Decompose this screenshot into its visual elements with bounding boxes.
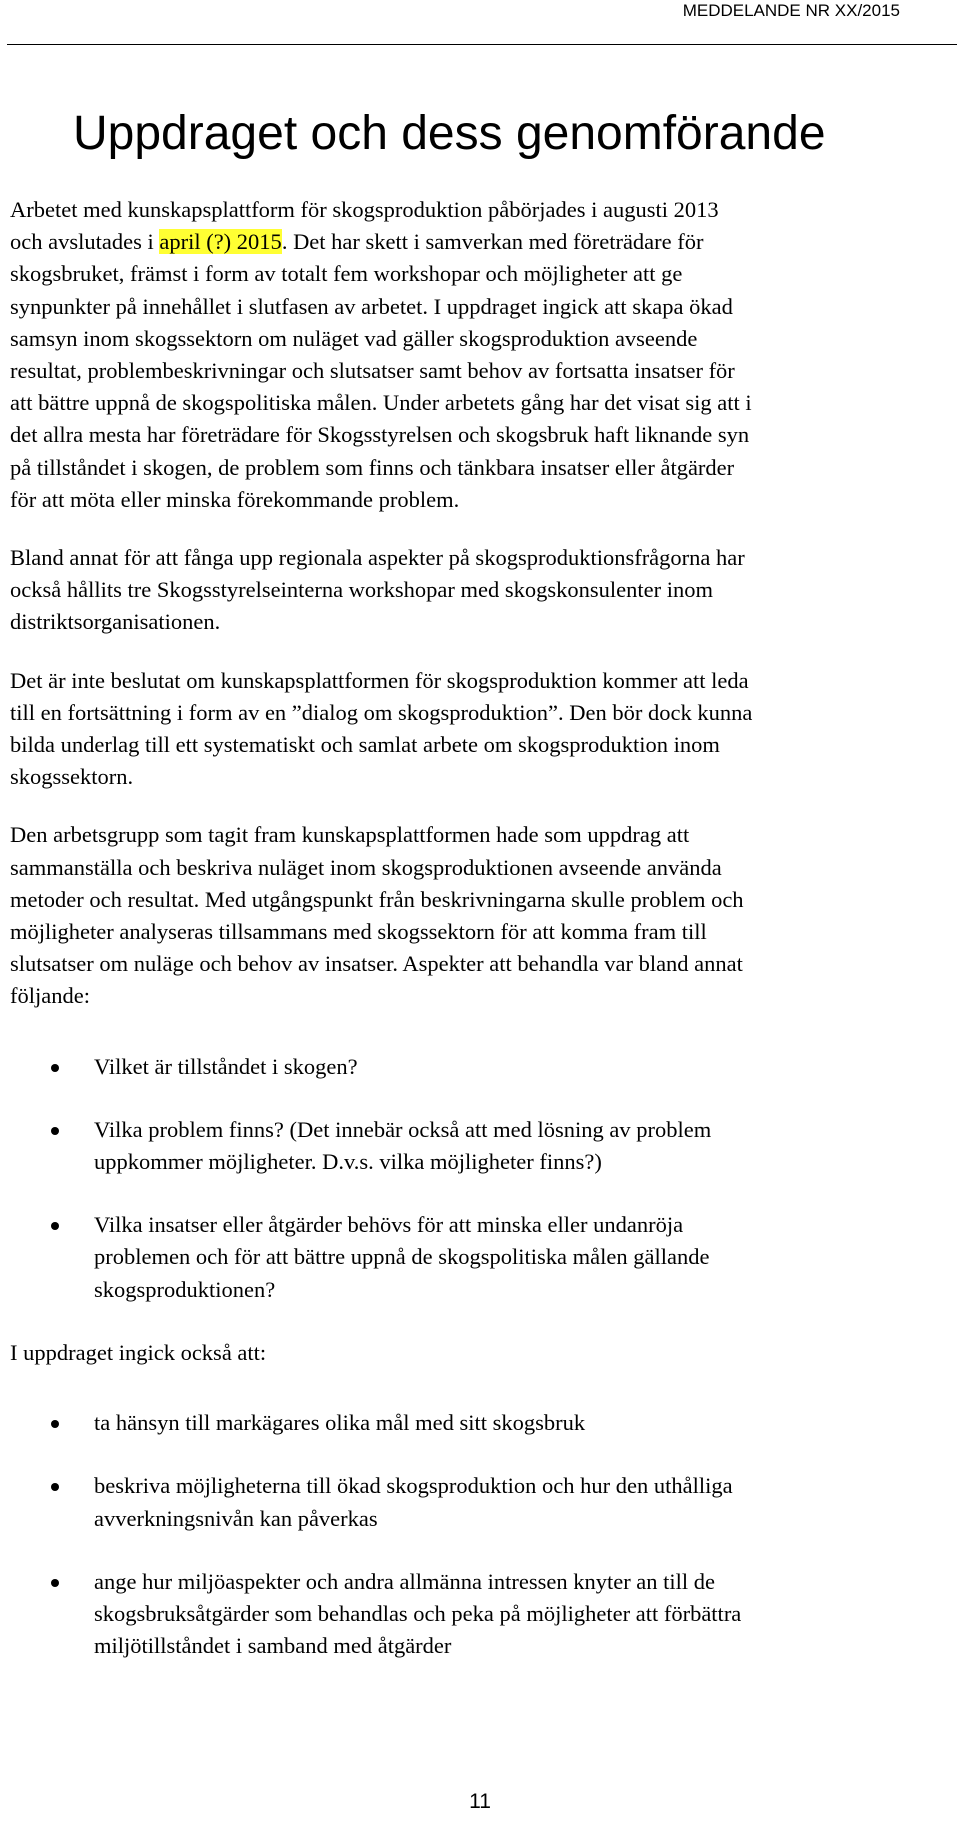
list-spacer — [10, 1369, 955, 1407]
bullet-icon — [51, 1483, 59, 1491]
text-line: Vilka insatser eller åtgärder behövs för att minska eller undanröja — [94, 1212, 684, 1238]
bullet-icon — [51, 1064, 59, 1072]
paragraph-spacer — [10, 516, 955, 542]
list-item — [10, 1407, 955, 1439]
text-line: det allra mesta har företrädare för Skogsstyrelsen och skogsbruk haft liknande syn — [10, 422, 750, 448]
paragraph-workgroup — [10, 819, 955, 1012]
text-line: samsyn inom skogssektorn om nuläget vad gäller skogsproduktion avseende — [10, 325, 698, 351]
list-spacer — [10, 1439, 955, 1470]
text-line: I uppdraget ingick också att: — [10, 1339, 267, 1365]
list-spacer — [10, 1178, 955, 1209]
text-line: skogsbruket, främst i form av totalt fem workshopar och möjligheter att ge — [10, 261, 683, 287]
bullet-icon — [51, 1579, 59, 1587]
document-body — [10, 194, 955, 1662]
text-line: sammanställa och beskriva nuläget inom skogsproduktionen avseende använda — [10, 854, 722, 880]
text-line: skogsproduktionen? — [94, 1276, 276, 1302]
text-line: möjligheter analyseras tillsammans med skogssektorn för att komma fram till — [10, 919, 707, 945]
bullet-icon — [51, 1127, 59, 1135]
text-line: resultat, problembeskrivningar och slutsatser samt behov av fortsatta insatser för — [10, 358, 735, 384]
list-item — [10, 1209, 955, 1306]
paragraph-decision — [10, 665, 955, 794]
text-line: för att möta eller minska förekommande problem. — [10, 486, 460, 512]
page-number: 11 — [469, 1790, 491, 1813]
text-line: följande: — [10, 983, 90, 1009]
highlighted-text: april (?) 2015 — [159, 229, 282, 255]
text-line: problemen och för att bättre uppnå de skogspolitiska målen gällande — [94, 1244, 710, 1270]
text-line: bilda underlag till ett systematiskt och samlat arbete om skogsproduktion inom — [10, 732, 720, 758]
text-line: Det är inte beslutat om kunskapsplattformen för skogsproduktion kommer att leda — [10, 667, 749, 693]
text-line: synpunkter på innehållet i slutfasen av arbetet. I uppdraget ingick att skapa ökad — [10, 293, 733, 319]
bullet-icon — [51, 1420, 59, 1428]
list-item — [10, 1114, 955, 1178]
page-header — [0, 0, 960, 46]
text-line: Vilka problem finns? (Det innebär också att med lösning av problem — [94, 1116, 712, 1142]
text-line: Vilket är tillståndet i skogen? — [94, 1053, 358, 1079]
aspects-list — [10, 1051, 955, 1306]
text-line: distriktsorganisationen. — [10, 609, 221, 635]
bullet-icon — [51, 1222, 59, 1230]
text-line: skogssektorn. — [10, 764, 134, 790]
paragraph-spacer — [10, 1306, 955, 1337]
paragraph-regional — [10, 542, 955, 639]
list-item — [10, 1566, 955, 1663]
text-line: slutsatser om nuläge och behov av insatser. Aspekter att behandla var bland annat — [10, 951, 743, 977]
text-line: att bättre uppnå de skogspolitiska målen. Under arbetets gång har det visat sig att i — [10, 390, 752, 416]
list-item — [10, 1051, 955, 1083]
text-span: . Det har skett i samverkan med företrädare för — [281, 229, 704, 255]
header-divider — [7, 44, 957, 45]
text-line: ta hänsyn till markägares olika mål med sitt skogsbruk — [94, 1410, 586, 1436]
text-line: skogsbruksåtgärder som behandlas och peka på möjligheter att förbättra — [94, 1600, 742, 1626]
list-spacer — [10, 1013, 955, 1051]
text-span: och avslutades i — [10, 229, 160, 255]
paragraph-spacer — [10, 793, 955, 819]
list-item — [10, 1470, 955, 1534]
list-spacer — [10, 1083, 955, 1114]
paragraph-intro — [10, 194, 955, 516]
text-line: Den arbetsgrupp som tagit fram kunskapsplattformen hade som uppdrag att — [10, 822, 690, 848]
text-line: metoder och resultat. Med utgångspunkt från beskrivningarna skulle problem och — [10, 886, 744, 912]
paragraph-assignment — [10, 1337, 955, 1369]
header-text: MEDDELANDE NR XX/2015 — [682, 1, 900, 20]
list-spacer — [10, 1535, 955, 1566]
page-title: Uppdraget och dess genomförande — [73, 107, 826, 160]
text-line — [10, 226, 955, 258]
text-line: uppkommer möjligheter. D.v.s. vilka möjligheter finns?) — [94, 1149, 602, 1175]
text-line: Bland annat för att fånga upp regionala aspekter på skogsproduktionsfrågorna har — [10, 545, 745, 571]
text-line: beskriva möjligheterna till ökad skogsproduktion och hur den uthålliga — [94, 1473, 733, 1499]
text-line: ange hur miljöaspekter och andra allmänna intressen knyter an till de — [94, 1568, 716, 1594]
paragraph-spacer — [10, 639, 955, 665]
assignment-list — [10, 1407, 955, 1662]
text-line: till en fortsättning i form av en ”dialog om skogsproduktion”. Den bör dock kunna — [10, 699, 753, 725]
text-line: avverkningsnivån kan påverkas — [94, 1505, 378, 1531]
text-line: Arbetet med kunskapsplattform för skogsproduktion påbörjades i augusti 2013 — [10, 197, 719, 222]
text-line: miljötillståndet i samband med åtgärder — [94, 1633, 452, 1659]
text-line: också hållits tre Skogsstyrelseinterna workshopar med skogskonsulenter inom — [10, 577, 714, 603]
text-line: på tillståndet i skogen, de problem som finns och tänkbara insatser eller åtgärder — [10, 454, 735, 480]
